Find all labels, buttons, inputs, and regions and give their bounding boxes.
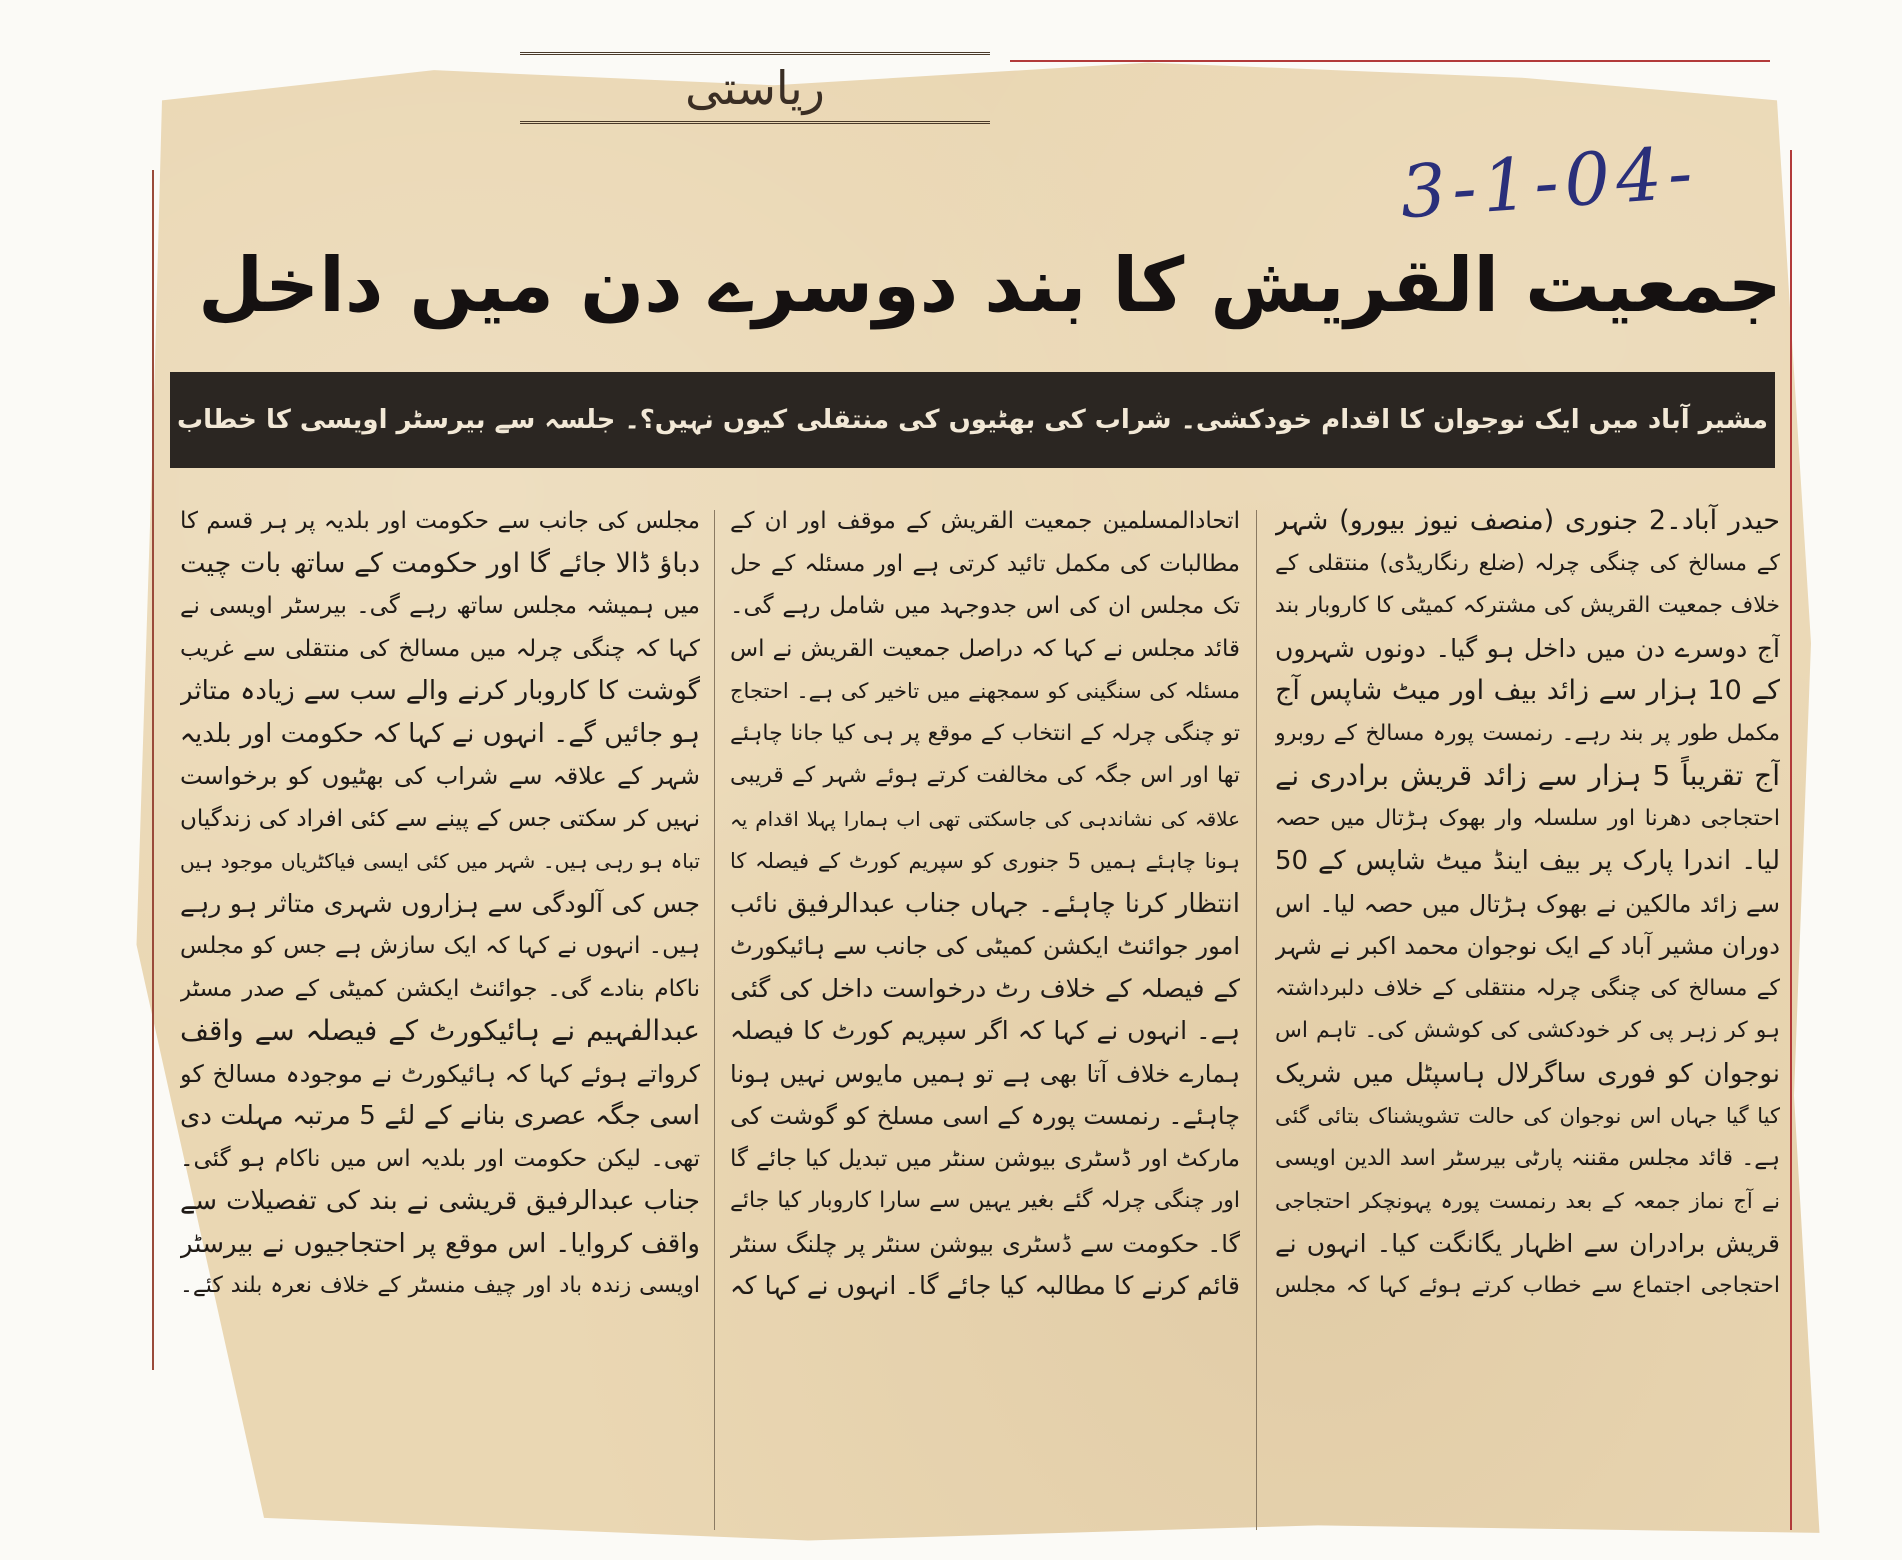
article-body bbox=[175, 500, 1780, 1540]
text-line: شہر کے علاقہ سے شراب کی بھٹیوں کو برخواست bbox=[180, 762, 700, 790]
text-line: عبدالفہیم نے ہائیکورٹ کے فیصلہ سے واقف bbox=[180, 1014, 700, 1047]
text-line: نہیں کر سکتی جس کے پینے سے کئی افراد کی زندگیاں bbox=[180, 805, 700, 832]
text-line: کہا کہ چنگی چرلہ میں مسالخ کی منتقلی سے غریب bbox=[180, 635, 700, 662]
text-line: ہیں۔ انہوں نے کہا کہ ایک سازش ہے جس کو مجلس bbox=[180, 933, 700, 959]
text-line: جناب عبدالرفیق قریشی نے بند کی تفصیلات سے bbox=[180, 1186, 700, 1216]
text-line: اویسی زندہ باد اور چیف منسٹر کے خلاف نعرہ بلند کئے۔ bbox=[180, 1273, 700, 1298]
text-line: مطالبات کی مکمل تائید کرتی ہے اور مسئلہ کے حل bbox=[730, 550, 1240, 577]
text-line: تک مجلس ان کی اس جدوجہد میں شامل رہے گی۔ bbox=[730, 593, 1240, 619]
text-line: آج دوسرے دن میں داخل ہو گیا۔ دونوں شہروں bbox=[1275, 633, 1780, 663]
text-line: ہو جائیں گے۔ انہوں نے کہا کہ حکومت اور بلدیہ bbox=[180, 718, 700, 749]
text-line: تباہ ہو رہی ہیں۔ شہر میں کئی ایسی فیاکٹریاں موجود ہیں bbox=[180, 849, 700, 873]
text-line: میں ہمیشہ مجلس ساتھ رہے گی۔ بیرسٹر اویسی نے bbox=[180, 593, 700, 619]
text-line: تھی۔ لیکن حکومت اور بلدیہ اس میں ناکام ہو گئی۔ bbox=[180, 1145, 700, 1172]
text-line: ہو کر زہر پی کر خودکشی کی کوشش کی۔ تاہم اس bbox=[1275, 1018, 1780, 1043]
text-line: چاہئے۔ رنمست پورہ کے اسی مسلخ کو گوشت کی bbox=[730, 1102, 1240, 1130]
text-line: دباؤ ڈالا جائے گا اور حکومت کے ساتھ بات چیت bbox=[180, 547, 700, 579]
text-line: مجلس کی جانب سے حکومت اور بلدیہ پر ہر قسم کا bbox=[180, 508, 700, 534]
subheadline: مشیر آباد میں ایک نوجوان کا اقدام خودکشی۔ شراب کی بھٹیوں کی منتقلی کیوں نہیں؟۔ جلسہ سے بیرسٹر اویسی کا خطاب bbox=[170, 372, 1775, 468]
text-line: مکمل طور پر بند رہے۔ رنمست پورہ مسالخ کے روبرو bbox=[1275, 720, 1780, 746]
text-line: حیدر آباد۔2 جنوری (منصف نیوز بیورو) شہر bbox=[1275, 505, 1780, 536]
article-column-2 bbox=[730, 500, 1240, 1540]
text-line: احتجاجی اجتماع سے خطاب کرتے ہوئے کہا کہ مجلس bbox=[1275, 1273, 1780, 1298]
text-line: ہونا چاہئے ہمیں 5 جنوری کو سپریم کورٹ کے فیصلہ کا bbox=[730, 849, 1240, 873]
text-line: علاقہ کی نشاندہی کی جاسکتی تھی اب ہمارا پہلا اقدام یہ bbox=[730, 806, 1240, 831]
text-line: کے فیصلہ کے خلاف رٹ درخواست داخل کی گئی bbox=[730, 973, 1240, 1003]
text-line: نوجوان کو فوری ساگرلال ہاسپٹل میں شریک bbox=[1275, 1058, 1780, 1089]
headline: جمعیت القریش کا بند دوسرے دن میں داخل bbox=[198, 241, 1782, 329]
frame-rule-top bbox=[1010, 60, 1770, 62]
text-line: کے مسالخ کی چنگی چرلہ (ضلع رنگاریڈی) منتقلی کے bbox=[1275, 550, 1780, 576]
text-line: قائم کرنے کا مطالبہ کیا جائے گا۔ انہوں نے کہا کہ bbox=[730, 1271, 1240, 1300]
article-column-3 bbox=[180, 500, 700, 1540]
text-line: ہے۔ قائد مجلس مقننہ پارٹی بیرسٹر اسد الدین اویسی bbox=[1275, 1145, 1780, 1171]
text-line: مارکٹ اور ڈسٹری بیوشن سنٹر میں تبدیل کیا جائے گا bbox=[730, 1145, 1240, 1172]
text-line: اسی جگہ عصری بنانے کے لئے 5 مرتبہ مہلت دی bbox=[180, 1101, 700, 1131]
text-line: اور چنگی چرلہ گئے بغیر یہیں سے سارا کاروبار کیا جائے bbox=[730, 1188, 1240, 1213]
text-line: نے آج نماز جمعہ کے بعد رنمست پورہ پہونچکر احتجاجی bbox=[1275, 1189, 1780, 1213]
text-line: کے مسالخ کی چنگی چرلہ منتقلی کے خلاف دلبرداشتہ bbox=[1275, 975, 1780, 1001]
text-line: تھا اور اس جگہ کی مخالفت کرتے ہوئے شہر کے قریبی bbox=[730, 763, 1240, 788]
text-line: سے زائد مالکین نے بھوک ہڑتال میں حصہ لیا۔ اس bbox=[1275, 889, 1780, 918]
column-divider bbox=[714, 510, 715, 1530]
text-line: ہمارے خلاف آتا بھی ہے تو ہمیں مایوس نہیں ہونا bbox=[730, 1059, 1240, 1088]
text-line: خلاف جمعیت القریش کی مشترکہ کمیٹی کا کاروبار بند bbox=[1275, 593, 1780, 618]
text-line: امور جوائنٹ ایکشن کمیٹی کی جانب سے ہائیکورٹ bbox=[730, 932, 1240, 960]
article-column-1 bbox=[1275, 500, 1780, 1540]
text-line: قائد مجلس نے کہا کہ دراصل جمعیت القریش نے اس bbox=[730, 635, 1240, 662]
text-line: ناکام بنادے گی۔ جوائنٹ ایکشن کمیٹی کے صدر مسٹر bbox=[180, 975, 700, 1002]
text-line: کے 10 ہزار سے زائد بیف اور میٹ شاپس آج bbox=[1275, 675, 1780, 706]
frame-rule-left bbox=[152, 170, 154, 1370]
text-line: ہے۔ انہوں نے کہا کہ اگر سپریم کورٹ کا فیصلہ bbox=[730, 1016, 1240, 1045]
text-line: واقف کروایا۔ اس موقع پر احتجاجیوں نے بیرسٹر bbox=[180, 1228, 700, 1259]
frame-rule-right bbox=[1790, 150, 1792, 1530]
text-line: احتجاجی دھرنا اور سلسلہ وار بھوک ہڑتال میں حصہ bbox=[1275, 805, 1780, 831]
text-line: دوران مشیر آباد کے ایک نوجوان محمد اکبر نے شہر bbox=[1275, 932, 1780, 960]
text-line: لیا۔ اندرا پارک پر بیف اینڈ میٹ شاپس کے 50 bbox=[1275, 846, 1780, 876]
text-line: جس کی آلودگی سے ہزاروں شہری متاثر ہو رہے bbox=[180, 888, 700, 918]
text-line: کرواتے ہوئے کہا کہ ہائیکورٹ نے موجودہ مسالخ کو bbox=[180, 1059, 700, 1088]
text-line: آج تقریباً 5 ہزار سے زائد قریش برادری نے bbox=[1275, 759, 1780, 792]
text-line: اتحادالمسلمین جمعیت القریش کے موقف اور ان کے bbox=[730, 508, 1240, 534]
column-divider bbox=[1256, 510, 1257, 1530]
text-line: انتظار کرنا چاہئے۔ جہاں جناب عبدالرفیق نائب bbox=[730, 888, 1240, 919]
text-line: گوشت کا کاروبار کرنے والے سب سے زیادہ متاثر bbox=[180, 676, 700, 706]
text-line: کیا گیا جہاں اس نوجوان کی حالت تشویشناک بتائی گئی bbox=[1275, 1104, 1780, 1128]
text-line: گا۔ حکومت سے ڈسٹری بیوشن سنٹر پر چلنگ سنٹر bbox=[730, 1229, 1240, 1258]
text-line: مسئلہ کی سنگینی کو سمجھنے میں تاخیر کی ہے۔ احتجاج bbox=[730, 679, 1240, 703]
text-line: تو چنگی چرلہ کے انتخاب کے موقع پر ہی کیا جانا چاہئے bbox=[730, 720, 1240, 746]
handwritten-date: 3-1-04- bbox=[1397, 129, 1701, 235]
text-line: قریش برادران سے اظہار یگانگت کیا۔ انہوں نے bbox=[1275, 1228, 1780, 1258]
section-label: ریاستی bbox=[520, 52, 990, 124]
